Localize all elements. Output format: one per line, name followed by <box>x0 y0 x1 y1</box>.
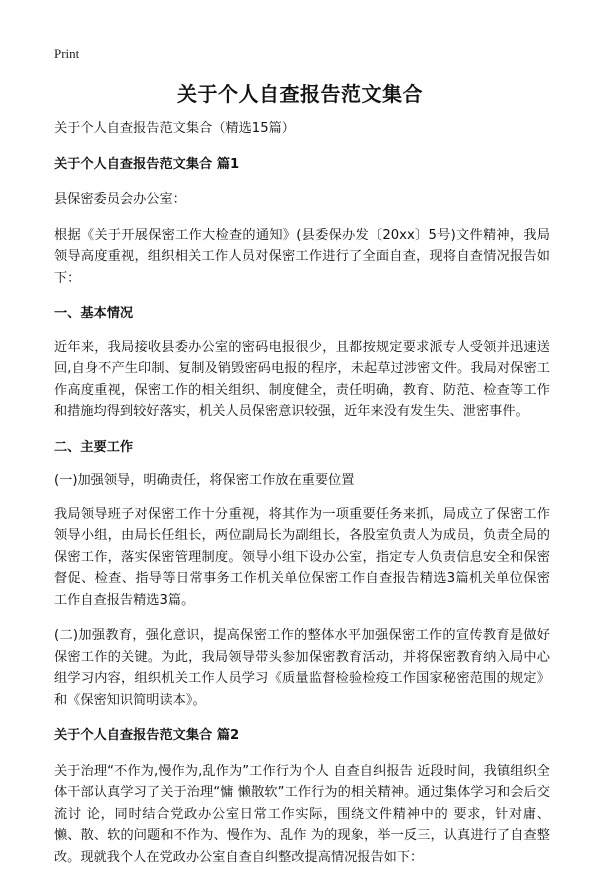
article-1-salutation: 县保密委员会办公室： <box>54 192 186 207</box>
subsection-2-text: (二)加强教育，强化意识，提高保密工作的整体水平加强保密工作的宣传教育是做好保密工作的关键。为此，我局领导带头参加保密教育活动，并将保密教育纳入局中心组学习内容，组织机关工作人员学习《质量监督检验检疫工作国家秘密范围的规定》和《保密知识简明读本》。 <box>54 628 550 708</box>
document-title: 关于个人自查报告范文集合 <box>177 82 423 106</box>
print-link[interactable]: Print <box>54 46 80 61</box>
article-1-heading: 关于个人自查报告范文集合 篇1 <box>54 156 240 172</box>
subsection-1-heading: (一)加强领导，明确责任，将保密工作放在重要位置 <box>54 473 355 488</box>
article-2-heading: 关于个人自查报告范文集合 篇2 <box>54 728 240 743</box>
article-2-text: 关于治理“不作为,慢作为,乱作为”工作行为个人 自查自纠报告 近段时间，我镇组织全体干部认真学习了关于治理“慵 懒散软”工作行为的相关精神。通过集体学习和会后交流讨 论，同时结合党政办公室日常工作实际，围绕文件精神中的 要求，针对庸、懒、散、软的问题和不作为、慢作为、乱作 为的现象，举一反三，认真进行了自查整改。现就我个人在党政办公室自查自纠整改提高情况报告如下： <box>54 763 550 865</box>
subsection-1-text: 我局领导班子对保密工作十分重视，将其作为一项重要任务来抓，局成立了保密工作领导小组，由局长任组长，两位副局长为副组长，各股室负责人为成员，负责全局的保密工作，落实保密管理制度。领导小组下设办公室，指定专人负责信息安全和保密督促、检查、指导等日常事务工作机关单位保密工作自查报告精选3篇机关单位保密工作自查报告精选3篇。 <box>54 506 550 608</box>
article-1-intro: 根据《关于开展保密工作大检查的通知》(县委保办发〔20xx〕5号)文件精神，我局领导高度重视，组织相关工作人员对保密工作进行了全面自查，现将自查情况报告如下： <box>54 227 550 286</box>
document-subtitle: 关于个人自查报告范文集合（精选15篇） <box>54 121 295 136</box>
section-1-heading: 一、基本情况 <box>54 306 134 321</box>
section-1-text: 近年来，我局接收县委办公室的密码电报很少，且都按规定要求派专人受领并迅速送回,自身不产生印制、复制及销毁密码电报的程序，未起草过涉密文件。我局对保密工作高度重视，保密工作的相关组织、制度健全，责任明确，教育、防范、检查等工作和措施均得到较好落实，机关人员保密意识较强，近年来没有发生失、泄密事件。 <box>54 339 550 419</box>
document-body <box>54 118 550 882</box>
section-2-heading: 二、主要工作 <box>54 439 134 455</box>
